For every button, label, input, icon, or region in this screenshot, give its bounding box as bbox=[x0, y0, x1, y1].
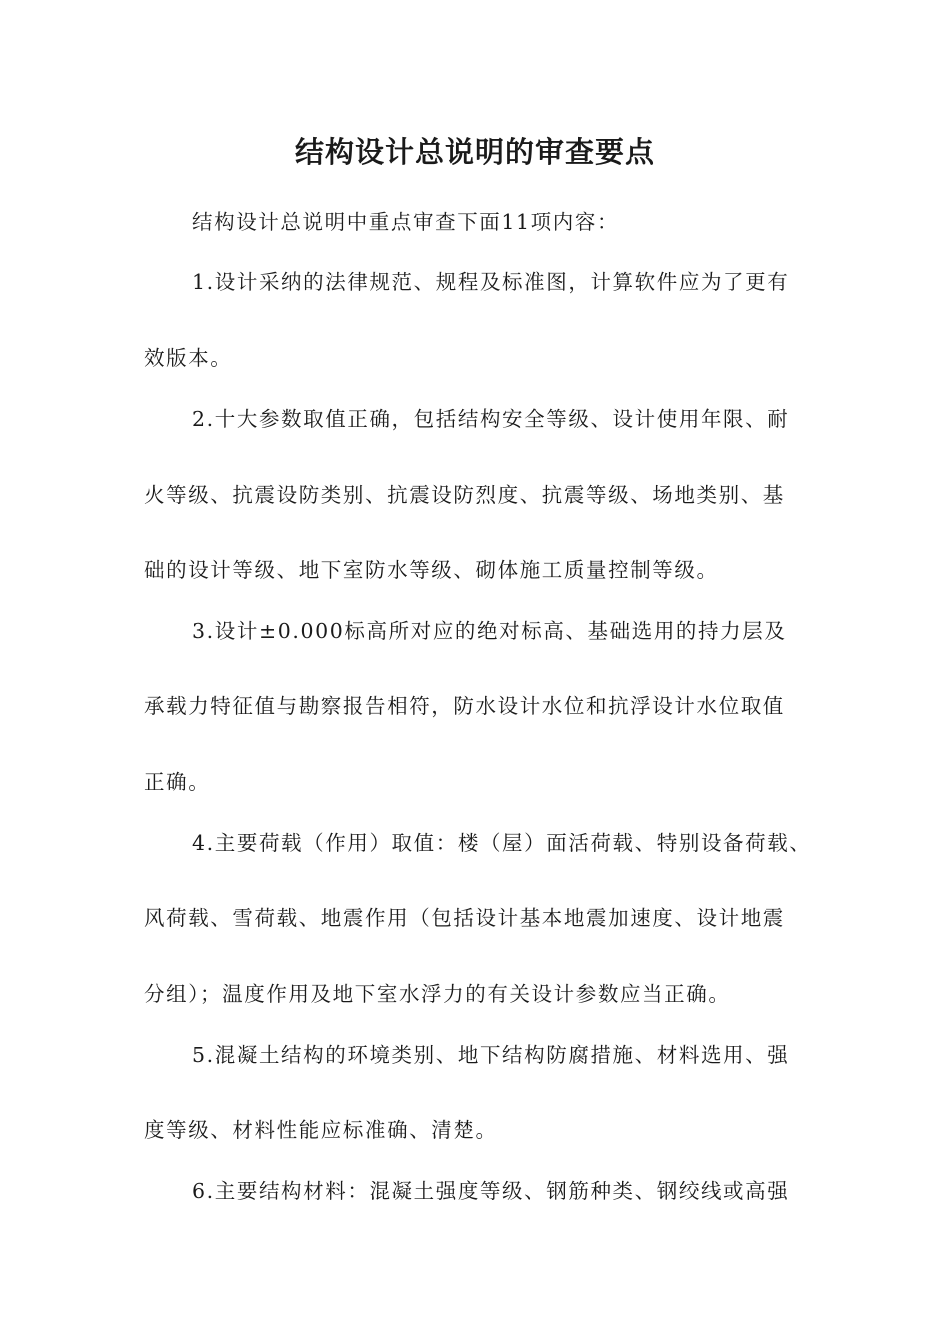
item-2-line-3: 础的设计等级、地下室防水等级、砌体施工质量控制等级。 bbox=[144, 558, 719, 582]
item-4-line-3: 分组）；温度作用及地下室水浮力的有关设计参数应当正确。 bbox=[144, 982, 731, 1006]
item-6-line-1: 6.主要结构材料：混凝土强度等级、钢筋种类、钢绞线或高强 bbox=[192, 1179, 790, 1203]
item-5-line-2: 度等级、材料性能应标准确、清楚。 bbox=[144, 1118, 498, 1142]
document-title: 结构设计总说明的审查要点 bbox=[294, 135, 655, 169]
intro-line: 结构设计总说明中重点审查下面11项内容： bbox=[192, 210, 620, 234]
item-3-line-2: 承载力特征值与勘察报告相符，防水设计水位和抗浮设计水位取值 bbox=[144, 694, 785, 718]
item-4-line-1: 4.主要荷载（作用）取值：楼（屋）面活荷载、特别设备荷载、 bbox=[192, 831, 812, 855]
item-4-line-2: 风荷载、雪荷载、地震作用（包括设计基本地震加速度、设计地震 bbox=[144, 906, 785, 930]
item-2-line-2: 火等级、抗震设防类别、抗震设防烈度、抗震等级、场地类别、基 bbox=[144, 483, 785, 507]
item-3-line-3: 正确。 bbox=[144, 770, 211, 794]
item-1-line-1: 1.设计采纳的法律规范、规程及标准图，计算软件应为了更有 bbox=[192, 270, 790, 294]
item-5-line-1: 5.混凝土结构的环境类别、地下结构防腐措施、材料选用、强 bbox=[192, 1043, 790, 1067]
item-2-line-1: 2.十大参数取值正确，包括结构安全等级、设计使用年限、耐 bbox=[192, 407, 790, 431]
item-3-line-1: 3.设计±0.000标高所对应的绝对标高、基础选用的持力层及 bbox=[192, 619, 787, 643]
item-1-line-2: 效版本。 bbox=[144, 346, 233, 370]
